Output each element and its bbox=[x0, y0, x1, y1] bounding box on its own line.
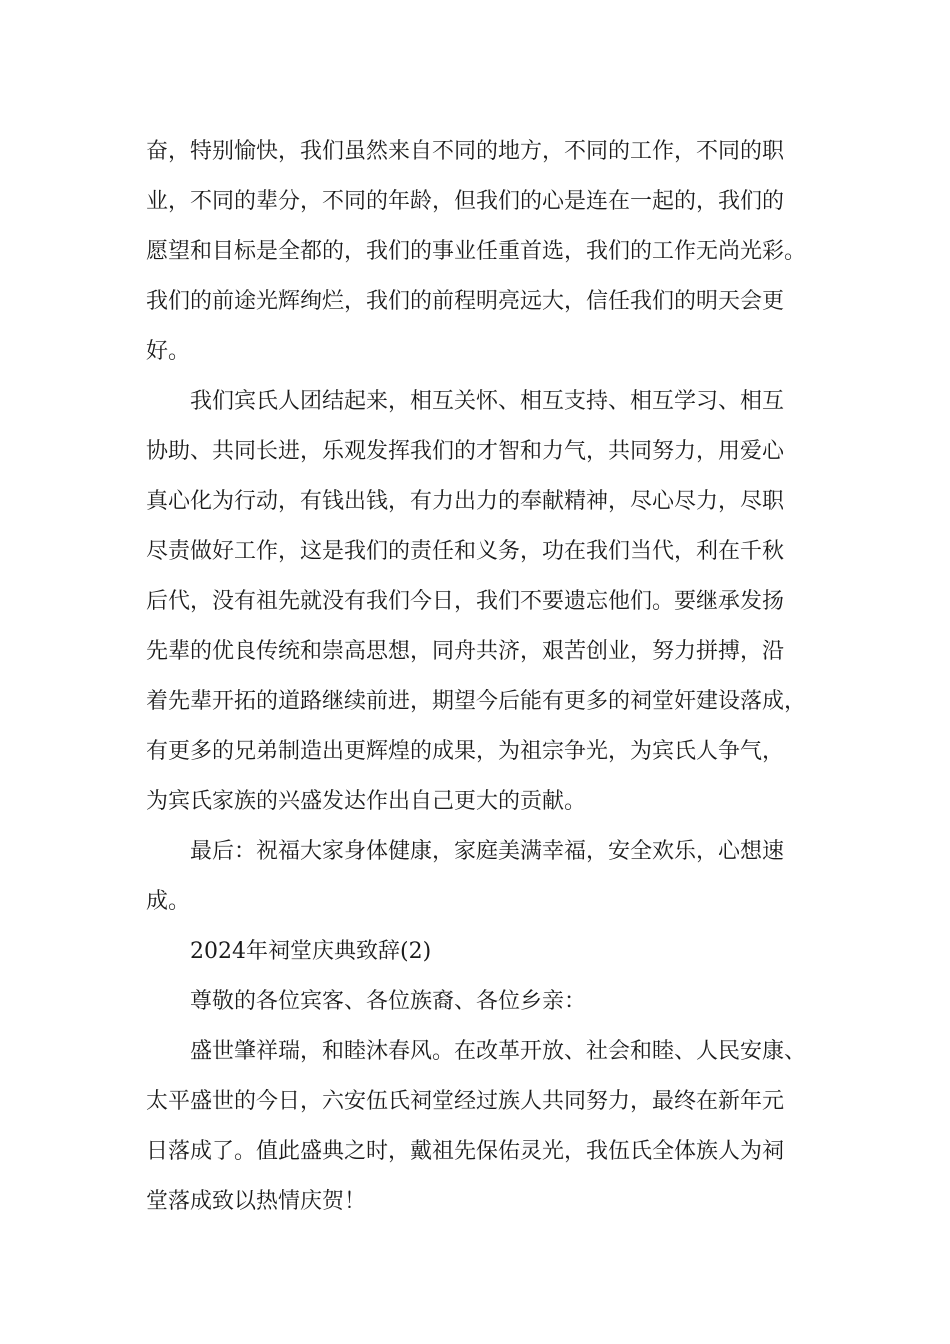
paragraph-2-line-8: 有更多的兄弟制造出更辉煌的成果，为祖宗争光，为宾氏人争气， bbox=[146, 739, 785, 764]
paragraph-4-line-4: 堂落成致以热情庆贺！ bbox=[146, 1189, 367, 1214]
section-title: 2024年祠堂庆典致辞(2) bbox=[190, 939, 432, 964]
paragraph-2-line-9: 为宾氏家族的兴盛发达作出自己更大的贡献。 bbox=[146, 789, 587, 814]
paragraph-2-line-6: 先辈的优良传统和崇高思想，同舟共济，艰苦创业，努力拼搏，沿 bbox=[146, 639, 785, 664]
paragraph-4-line-3: 日落成了。值此盛典之时，戴祖先保佑灵光，我伍氏全体族人为祠 bbox=[146, 1139, 785, 1164]
salutation: 尊敬的各位宾客、各位族裔、各位乡亲： bbox=[190, 989, 587, 1014]
paragraph-3-line-1: 最后：祝福大家身体健康，家庭美满幸福，安全欢乐，心想速 bbox=[190, 839, 785, 864]
paragraph-1-line-2: 业，不同的辈分，不同的年龄，但我们的心是连在一起的，我们的 bbox=[146, 189, 785, 214]
paragraph-4-line-1: 盛世肇祥瑞，和睦沐春风。在改革开放、社会和睦、人民安康、 bbox=[190, 1039, 807, 1064]
paragraph-2-line-1: 我们宾氏人团结起来，相互关怀、相互支持、相互学习、相互 bbox=[190, 389, 785, 414]
paragraph-2-line-7: 着先辈开拓的道路继续前进，期望今后能有更多的祠堂奸建设落成， bbox=[146, 689, 807, 714]
paragraph-1-line-5: 好。 bbox=[146, 339, 191, 364]
paragraph-4-line-2: 太平盛世的今日，六安伍氏祠堂经过族人共同努力，最终在新年元 bbox=[146, 1089, 785, 1114]
paragraph-1-line-4: 我们的前途光辉绚烂，我们的前程明亮远大，信任我们的明天会更 bbox=[146, 289, 785, 314]
paragraph-2-line-3: 真心化为行动，有钱出钱，有力出力的奉献精神，尽心尽力，尽职 bbox=[146, 489, 785, 514]
paragraph-2-line-5: 后代，没有祖先就没有我们今日，我们不要遗忘他们。要继承发扬 bbox=[146, 589, 785, 614]
paragraph-3-line-2: 成。 bbox=[146, 889, 191, 914]
paragraph-1-line-1: 奋，特别愉快，我们虽然来自不同的地方，不同的工作，不同的职 bbox=[146, 139, 785, 164]
paragraph-2-line-4: 尽责做好工作，这是我们的责任和义务，功在我们当代，利在千秋 bbox=[146, 539, 785, 564]
paragraph-1-line-3: 愿望和目标是全都的，我们的事业任重首选，我们的工作无尚光彩。 bbox=[146, 239, 807, 264]
paragraph-2-line-2: 协助、共同长进，乐观发挥我们的才智和力气，共同努力，用爱心 bbox=[146, 439, 785, 464]
